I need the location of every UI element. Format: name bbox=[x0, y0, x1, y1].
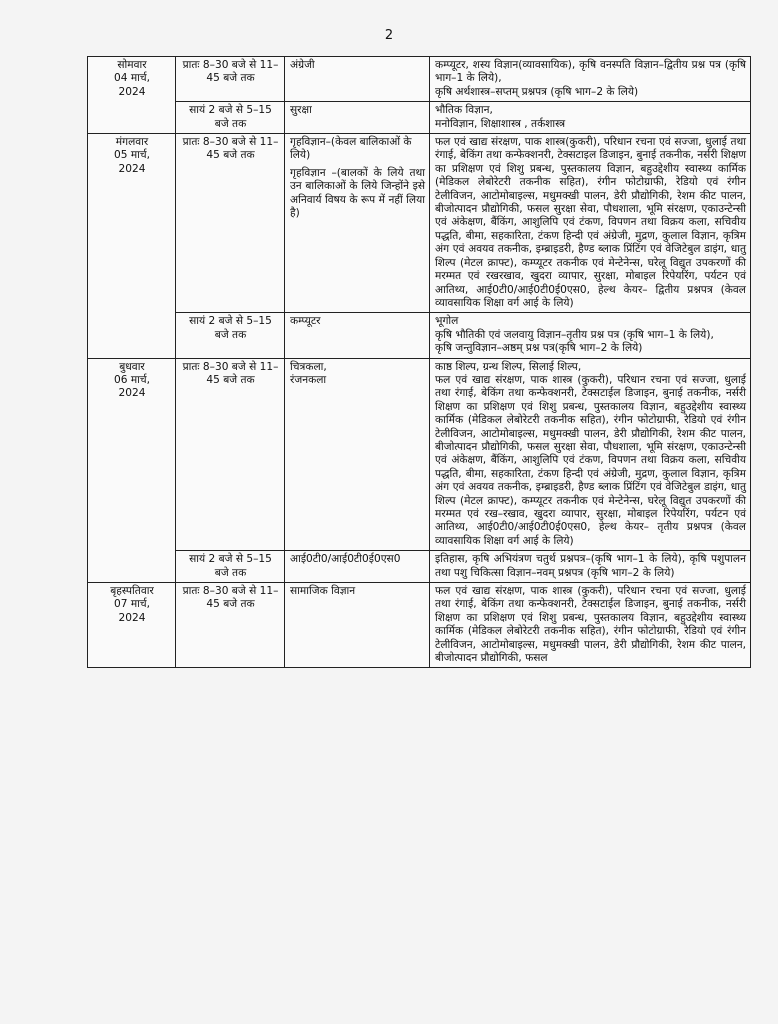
subject-note: गृहविज्ञान –(बालकों के लिये तथा उन बालिकाओं के लिये जिन्होंने इसे अनिवार्य विषय के रूप में नहीं लिया है) bbox=[290, 166, 425, 220]
date-month: 07 मार्च, bbox=[113, 598, 151, 611]
date-month: 06 मार्च, bbox=[113, 373, 151, 386]
alternative-subjects bbox=[430, 358, 751, 551]
time-slot: सायं 2 बजे से 5–15 बजे तक bbox=[176, 102, 285, 134]
weekday: बृहस्पतिवार bbox=[110, 585, 154, 598]
exam-schedule-table bbox=[87, 56, 751, 668]
year: 2024 bbox=[118, 162, 146, 175]
subject: सामाजिक विज्ञान bbox=[285, 583, 430, 668]
year: 2024 bbox=[118, 387, 146, 400]
page-number: 2 bbox=[384, 28, 394, 43]
time-slot: सायं 2 बजे से 5–15 बजे तक bbox=[176, 313, 285, 358]
alternative-subjects bbox=[430, 57, 751, 102]
subject: सुरक्षा bbox=[285, 102, 430, 134]
alt-line: कृषि भौतिकी एवं जलवायु विज्ञान–तृतीय प्रश्न पत्र (कृषि भाग–1 के लिये), bbox=[435, 328, 714, 341]
time-slot: प्रातः 8–30 बजे से 11–45 बजे तक bbox=[176, 358, 285, 551]
weekday: सोमवार bbox=[117, 59, 147, 71]
date-cell bbox=[88, 583, 176, 668]
table-row bbox=[88, 313, 751, 358]
table-row bbox=[88, 134, 751, 313]
weekday: बुधवार bbox=[119, 360, 145, 373]
table-row bbox=[88, 57, 751, 102]
date-cell bbox=[88, 358, 176, 583]
alternative-subjects bbox=[430, 102, 751, 134]
date-cell bbox=[88, 134, 176, 359]
subject-line: रंजनकला bbox=[290, 373, 327, 386]
alt-line: भूगोल bbox=[435, 315, 459, 328]
weekday: मंगलवार bbox=[115, 136, 149, 149]
subject bbox=[285, 358, 430, 551]
alternative-subjects bbox=[430, 313, 751, 358]
alt-line: फल एवं खाद्य संरक्षण, पाक शास्त्र (कुकरी), परिधान रचना एवं सज्जा, धुलाई तथा रंगाई, बेकिंग तथा कन्फेक्शनरी, टेक्सटाईल डिजाइन, बुनाई तकनीक, नर्सरी शिक्षण का प्रशिक्षण एवं शिशु प्रबन्ध, पुस्तकालय विज्ञान, बहुउद्देशीय स्वास्थ्य कार्मिक (मेडिकल लेबोरेटरी तकनीक सहित), रंगीन फोटोग्राफी, रेडियो एवं रंगीन टेलीविजन, आटोमोबाइल्स, मधुमक्खी पालन, डेरी प्रौद्योगिकी, रेशम कीट पालन, बीजोत्पादन प्रौद्योगिकी, फसल सुरक्षा सेवा, पौधशाला, भूमि संरक्षण, एकाउन्टेन्सी एवं अंकेक्षण, बैंकिंग, आशुलिपि एवं टंकण, विपणन तथा विक्रय कला, सचिवीय पद्धति, बीमा, सहकारिता, टंकण हिन्दी एवं अंग्रेजी, मुद्रण, कुलाल विज्ञान, कृत्रिम अंग एवं अवयव तकनीक, इम्ब्राइडरी, हैण्ड ब्लाक प्रिंटिंग एवं वेजिटेबुल डाइंग, धातु शिल्प (मेटल क्राफ्ट), कम्प्यूटर तकनीक एवं मेन्टेनेन्स, घरेलू विद्युत उपकरणों की मरम्मत एवं रख–रखाव, खुदरा व्यापार, सुरक्षा, मोबाइल रिपेयरिंग, पर्यटन एवं आतिथ्य, आई0टी0/आई0टी0ई0एस0, हेल्थ केयर– तृतीय प्रश्नपत्र (केवल व्यावसायिक शिक्षा वर्ग आई के लिये) bbox=[435, 373, 746, 547]
time-slot: प्रातः 8–30 बजे से 11–45 बजे तक bbox=[176, 57, 285, 102]
alternative-subjects: इतिहास, कृषि अभियंत्रण चतुर्थ प्रश्नपत्र–(कृषि भाग–1 के लिये), कृषि पशुपालन तथा पशु चिकित्सा विज्ञान–नवम् प्रश्नपत्र (कृषि भाग–2 के लिये) bbox=[430, 551, 751, 583]
subject-line: गृहविज्ञान–(केवल बालिकाओं के लिये) bbox=[290, 136, 412, 162]
subject: अंग्रेजी bbox=[285, 57, 430, 102]
alt-line: कम्प्यूटर, शस्य विज्ञान(व्यावसायिक), कृषि वनस्पति विज्ञान–द्वितीय प्रश्न पत्र (कृषि भाग–1 के लिये), bbox=[435, 59, 746, 85]
alternative-subjects: फल एवं खाद्य संरक्षण, पाक शास्त्र (कुकरी), परिधान रचना एवं सज्जा, धुलाई तथा रंगाई, बेकिंग तथा कन्फेक्शनरी, टेक्सटाईल डिजाइन, बुनाई तकनीक, नर्सरी शिक्षण का प्रशिक्षण एवं शिशु प्रबन्ध, पुस्तकालय विज्ञान, बहुउद्देशीय स्वास्थ्य कार्मिक (मेडिकल लेबोरेटरी तकनीक सहित), रंगीन फोटोग्राफी, रेडियो एवं रंगीन टेलीविजन, आटोमोबाइल्स, मधुमक्खी पालन, डेरी प्रौद्योगिकी, रेशम कीट पालन, बीजोत्पादन प्रौद्योगिकी, फसल bbox=[430, 583, 751, 668]
table-row bbox=[88, 583, 751, 668]
time-slot: प्रातः 8–30 बजे से 11–45 बजे तक bbox=[176, 583, 285, 668]
date-month: 05 मार्च, bbox=[113, 149, 151, 162]
year: 2024 bbox=[118, 85, 146, 98]
date-cell bbox=[88, 57, 176, 134]
alt-line: भौतिक विज्ञान, bbox=[435, 104, 493, 117]
alt-line: काष्ठ शिल्प, ग्रन्थ शिल्प, सिलाई शिल्प, bbox=[435, 360, 582, 373]
subject: कम्प्यूटर bbox=[285, 313, 430, 358]
time-slot: प्रातः 8–30 बजे से 11–45 बजे तक bbox=[176, 134, 285, 313]
year: 2024 bbox=[118, 611, 146, 624]
alt-line: मनोविज्ञान, शिक्षाशास्त्र , तर्कशास्त्र bbox=[435, 117, 566, 130]
time-slot: सायं 2 बजे से 5–15 बजे तक bbox=[176, 551, 285, 583]
subject-line: चित्रकला, bbox=[290, 360, 327, 373]
table-row bbox=[88, 551, 751, 583]
alternative-subjects: फल एवं खाद्य संरक्षण, पाक शास्त्र(कुकरी), परिधान रचना एवं सज्जा, धुलाई तथा रंगाई, बेकिंग तथा कन्फेक्शनरी, टेक्सटाइल डिजाइन, बुनाई तकनीक, नर्सरी शिक्षण का प्रशिक्षण एवं शिशु प्रबन्ध, पुस्तकालय विज्ञान, बहुउद्देशीय स्वास्थ्य कार्मिक (मेडिकल लेबोरेटरी तकनीक सहित), रंगीन फोटोग्राफी, रेडियो एवं रंगीन टेलीविजन, आटोमोबाइल्स, मधुमक्खी पालन, डेरी प्रौद्योगिकी, रेशम कीट पालन, बीजोत्पादन प्रौद्योगिकी, फसल सुरक्षा सेवा, पौधशाला, भूमि संरक्षण, एकाउन्टेन्सी एवं अंकेक्षण, बैंकिंग, आशुलिपि एवं टंकण, विपणन तथा विक्रय कला, सचिवीय पद्धति, बीमा, सहकारिता, टंकण हिन्दी एवं अंग्रेजी, मुद्रण, कुलाल विज्ञान, कृत्रिम अंग एवं अवयव तकनीक, इम्ब्राइडरी, हैण्ड ब्लाक प्रिंटिंग एवं वेजिटेबुल डाइंग, धातु शिल्प (मेटल क्राफ्ट), कम्प्यूटर तकनीक एवं मेन्टेनेन्स, घरेलू विद्युत उपकरणों की मरम्मत एवं रखरखाव, खुदरा व्यापार, सुरक्षा, मोबाइल रिपेयरिंग, पर्यटन एवं आतिथ्य, आई0टी0/आई0टी0ई0एस0, हेल्थ केयर– द्वितीय प्रश्नपत्र (केवल व्यावसायिक शिक्षा वर्ग आई के लिये) bbox=[430, 134, 751, 313]
date-month: 04 मार्च, bbox=[113, 72, 151, 85]
alt-line: कृषि अर्थशास्त्र–सप्तम् प्रश्नपत्र (कृषि भाग–2 के लिये) bbox=[435, 85, 639, 98]
subject: आई0टी0/आई0टी0ई0एस0 bbox=[285, 551, 430, 583]
subject bbox=[285, 134, 430, 313]
table-row bbox=[88, 358, 751, 551]
table-row bbox=[88, 102, 751, 134]
alt-line: कृषि जन्तुविज्ञान–अष्ठम् प्रश्न पत्र(कृषि भाग–2 के लिये) bbox=[435, 342, 643, 355]
